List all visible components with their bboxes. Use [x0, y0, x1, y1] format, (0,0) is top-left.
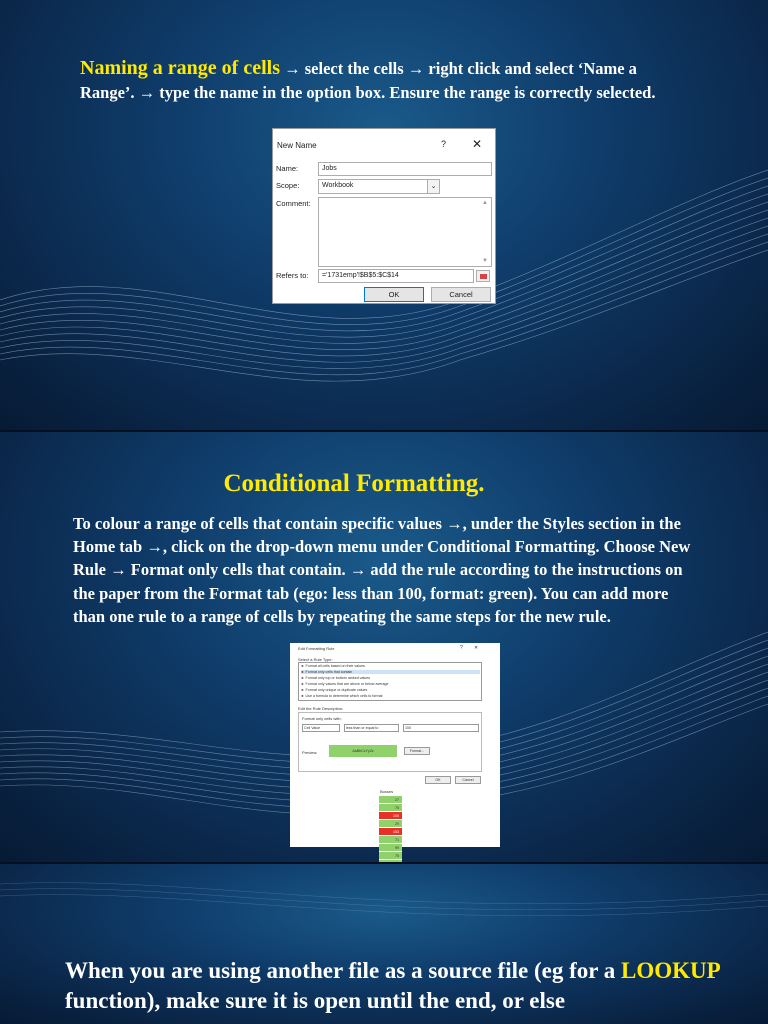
condition-operator-select[interactable]: less than or equal to — [344, 724, 399, 732]
formatted-cell: 153 — [379, 828, 402, 836]
naming-range-heading: Naming a range of cells — [80, 57, 280, 79]
naming-range-body: → select the cells → right click and select ‘Name a Range’. → type the name in the option box. Ensure the range is correctly selected. — [80, 59, 656, 102]
chevron-down-icon: ⌄ — [427, 180, 439, 193]
formatted-cell: 71 — [379, 836, 402, 844]
lookup-text-after: function), make sure it is open until the end, or else — [65, 988, 566, 1013]
scope-label: Scope: — [276, 181, 300, 190]
slide-naming-range — [0, 0, 768, 432]
refers-to-input[interactable]: ='1731emp'!$B$5:$C$14 — [318, 269, 474, 283]
formatted-cell: 75 — [379, 852, 402, 860]
lookup-text-before: When you are using another file as a source file (eg for a — [65, 958, 622, 983]
dialog-title: New Name — [277, 141, 317, 150]
select-rule-type-label: Select a Rule Type: — [298, 657, 333, 662]
collapse-range-icon[interactable] — [476, 270, 490, 282]
ok-button[interactable]: OK — [364, 287, 424, 302]
comment-textarea[interactable] — [318, 197, 492, 267]
cf-help-icon[interactable]: ? — [460, 645, 463, 651]
edit-rule-description-label: Edit the Rule Description: — [298, 706, 344, 711]
condition-value-input[interactable]: 100 — [403, 724, 479, 732]
cf-close-icon[interactable]: ✕ — [474, 645, 479, 651]
rule-description-box — [298, 712, 482, 772]
name-label: Name: — [276, 164, 299, 173]
format-only-cells-label: Format only cells with: — [302, 716, 342, 721]
format-preview: AaBbCcYyZz — [329, 745, 397, 757]
condition-field-select[interactable]: Cell Value — [302, 724, 340, 732]
help-icon[interactable]: ? — [441, 139, 447, 149]
formatted-cell: 75 — [379, 804, 402, 812]
cancel-button[interactable]: Cancel — [431, 287, 491, 302]
format-button[interactable]: Format... — [404, 747, 430, 755]
conditional-formatting-title: Conditional Formatting. — [223, 470, 485, 497]
slide-conditional-formatting — [0, 432, 768, 864]
formatted-cell: 27 — [379, 796, 402, 804]
cf-dialog-title: Edit Formatting Rule — [298, 646, 335, 651]
formatted-cell: 99 — [379, 844, 402, 852]
scroll-down-icon[interactable]: ▼ — [482, 258, 488, 264]
conditional-formatting-body: To colour a range of cells that contain specific values →, under the Styles section in the Home tab →, click on the drop-down menu under Conditional Formatting. Choose New Rule → Format only cells that contain. → add the rule according to the instructions on the paper from the Format tab (ego: less than 100, format: green). You can add more than one rule to a range of cells by repeating the same steps for the new rule. — [73, 514, 691, 626]
formatted-cell: 29 — [379, 820, 402, 828]
dialog-titlebar — [273, 129, 495, 151]
rule-type-item[interactable]: ► Format only top or bottom ranked values — [301, 676, 371, 680]
name-input[interactable]: Jobs — [318, 162, 492, 176]
rule-type-item-selected[interactable]: ► Format only cells that contain — [301, 670, 480, 674]
new-name-dialog — [272, 128, 496, 304]
scope-value: Workbook — [322, 182, 354, 189]
preview-label: Preview: — [302, 750, 318, 755]
comment-label: Comment: — [276, 199, 311, 208]
scope-select[interactable] — [318, 179, 440, 194]
rule-type-list[interactable] — [298, 662, 482, 701]
refers-to-label: Refers to: — [276, 271, 309, 280]
edit-formatting-rule-screenshot — [290, 643, 500, 858]
cf-cancel-button[interactable]: Cancel — [455, 776, 481, 784]
cf-ok-button[interactable]: OK — [425, 776, 451, 784]
lookup-note-text — [65, 956, 755, 1016]
column-header: Bosses — [380, 789, 394, 794]
rule-type-item[interactable]: ► Format only values that are above or below average — [301, 682, 389, 686]
slide-lookup-note — [0, 864, 768, 1024]
rule-type-item[interactable]: ► Format only unique or duplicate values — [301, 688, 368, 692]
naming-range-paragraph — [80, 57, 690, 104]
scroll-up-icon[interactable]: ▲ — [482, 200, 488, 206]
close-icon[interactable]: ✕ — [472, 137, 483, 151]
lookup-highlight: LOOKUP — [621, 958, 720, 983]
rule-type-item[interactable]: ► Format all cells based on their values — [301, 664, 365, 668]
rule-type-item[interactable]: ► Use a formula to determine which cells to format — [301, 694, 383, 698]
formatted-cell: 100 — [379, 812, 402, 820]
